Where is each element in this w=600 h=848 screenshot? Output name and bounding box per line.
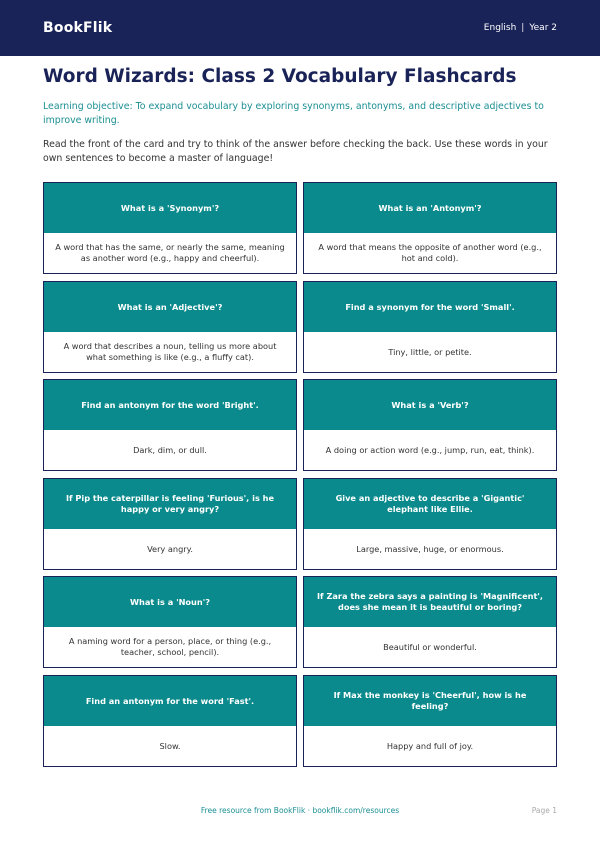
page-number: Page 1	[531, 806, 557, 815]
flashcard[interactable]	[303, 182, 557, 274]
flashcard[interactable]	[43, 478, 297, 570]
learning-objective: Learning objective: To expand vocabulary by exploring synonyms, antonyms, and descriptive adjectives to improve writing.	[43, 101, 544, 126]
flashcard[interactable]	[303, 576, 557, 668]
card-front: If Pip the caterpillar is feeling 'Furious', is he happy or very angry?	[44, 479, 296, 529]
meta-separator: |	[521, 23, 525, 33]
card-front: Find a synonym for the word 'Small'.	[304, 282, 556, 332]
card-front: What is a 'Verb'?	[304, 380, 556, 430]
card-back: Large, massive, huge, or enormous.	[356, 543, 504, 554]
card-back: Tiny, little, or petite.	[388, 346, 472, 357]
card-back: A naming word for a person, place, or thing (e.g., teacher, school, pencil).	[68, 636, 272, 657]
page-title: Word Wizards: Class 2 Vocabulary Flashcards	[43, 66, 517, 87]
card-front: What is a 'Synonym'?	[44, 183, 296, 233]
brand-logo[interactable]: BookFlik	[43, 20, 113, 36]
flashcard[interactable]	[43, 675, 297, 767]
card-front: What is a 'Noun'?	[44, 577, 296, 627]
flashcard[interactable]	[303, 281, 557, 373]
card-back: A word that means the opposite of another word (e.g., hot and cold).	[318, 242, 542, 263]
page-footer	[0, 806, 600, 820]
header-meta	[484, 23, 557, 33]
card-back: Happy and full of joy.	[386, 740, 474, 751]
card-front: What is an 'Antonym'?	[304, 183, 556, 233]
footer-credit-link[interactable]: Free resource from BookFlik · bookflik.com/resources	[200, 806, 400, 815]
language-label: English	[483, 23, 517, 33]
header-bar	[0, 0, 600, 56]
flashcard[interactable]	[303, 675, 557, 767]
card-front: Give an adjective to describe a 'Gigantic' elephant like Ellie.	[304, 479, 556, 529]
card-back: A doing or action word (e.g., jump, run, eat, think).	[325, 444, 535, 455]
card-front: Find an antonym for the word 'Fast'.	[44, 676, 296, 726]
card-front: If Zara the zebra says a painting is 'Magnificent', does she mean it is beautiful or boring?	[304, 577, 556, 627]
card-back: Very angry.	[147, 543, 193, 554]
card-front: Find an antonym for the word 'Bright'.	[44, 380, 296, 430]
flashcard[interactable]	[43, 379, 297, 471]
card-back: Slow.	[159, 740, 181, 751]
flashcard[interactable]	[43, 182, 297, 274]
year-label: Year 2	[529, 23, 557, 33]
flashcard[interactable]	[303, 379, 557, 471]
card-back: A word that has the same, or nearly the same, meaning as another word (e.g., happy and cheerful).	[55, 242, 285, 263]
flashcard[interactable]	[303, 478, 557, 570]
intro-text: Read the front of the card and try to think of the answer before checking the back. Use these words in your own sentences to become a master of language!	[43, 139, 548, 164]
flashcard[interactable]	[43, 576, 297, 668]
card-back: A word that describes a noun, telling us more about what something is like (e.g., a fluffy cat).	[63, 341, 277, 362]
card-front: What is an 'Adjective'?	[44, 282, 296, 332]
flashcard[interactable]	[43, 281, 297, 373]
card-back: Beautiful or wonderful.	[383, 641, 477, 652]
card-front: If Max the monkey is 'Cheerful', how is he feeling?	[304, 676, 556, 726]
card-back: Dark, dim, or dull.	[133, 444, 207, 455]
